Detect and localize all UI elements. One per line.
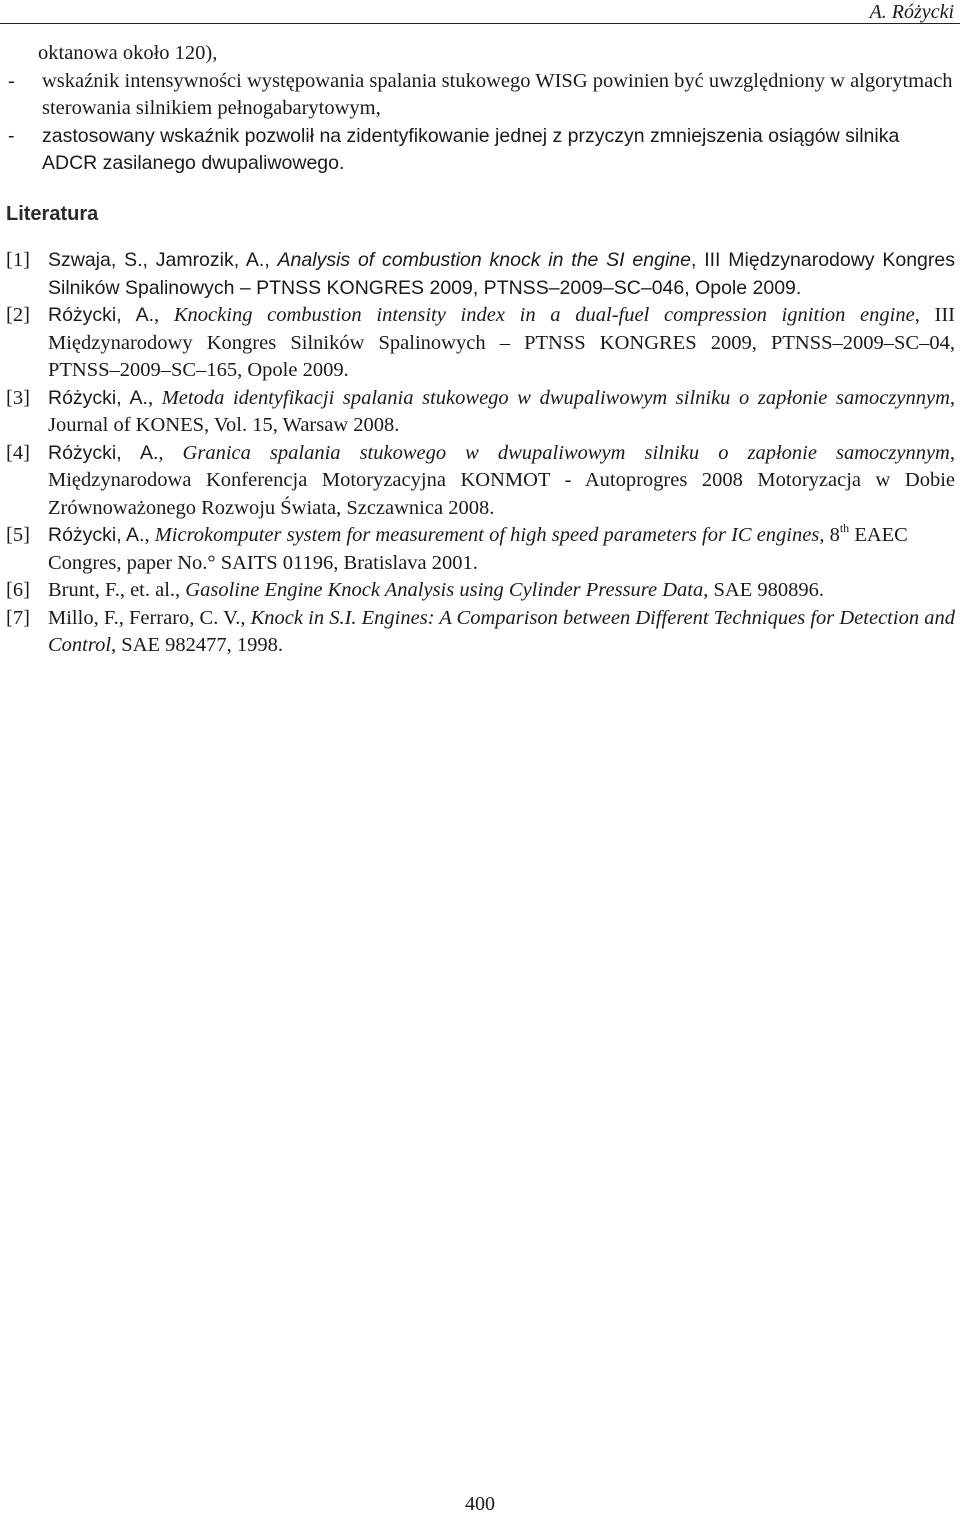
reference-number: [1]	[6, 249, 30, 271]
header-rule	[0, 23, 960, 24]
reference-details-start: , 8	[819, 524, 840, 546]
conclusion-item	[6, 123, 955, 178]
reference-number: [6]	[6, 579, 30, 601]
page-number: 400	[465, 1493, 495, 1515]
reference-title: Gasoline Engine Knock Analysis using Cylinder Pressure Data	[185, 579, 704, 601]
reference-number: [5]	[6, 524, 30, 546]
reference-authors: Różycki, A.	[48, 386, 148, 409]
reference-item	[6, 605, 955, 660]
reference-number: [4]	[6, 441, 30, 464]
reference-authors: Różycki, A.	[48, 441, 159, 464]
reference-number: [7]	[6, 606, 30, 629]
reference-details: , III Międzynarodowy Kongres Silników Spalinowych – PTNSS KONGRES 2009, PTNSS–2009–SC–04, PTNSS–2009–SC–165, Opole 2009.	[48, 304, 955, 381]
reference-title: Metoda identyfikacji spalania stukowego w dwupaliwowym silniku o zapłonie samoczynnym	[161, 386, 950, 409]
reference-details: , SAE 980896.	[703, 579, 824, 601]
reference-body	[48, 605, 955, 660]
reference-body	[48, 385, 955, 440]
reference-details: , III Międzynarodowy Kongres Silników Spalinowych – PTNSS KONGRES 2009, PTNSS–2009–SC–046, Opole 2009.	[48, 249, 955, 299]
list-dash: -	[8, 69, 15, 92]
reference-details-end: EAEC Congres, paper No.° SAITS 01196, Bratislava 2001.	[48, 524, 908, 574]
reference-authors: Brunt, F., et. al.	[48, 579, 176, 601]
reference-separator: ,	[175, 579, 186, 601]
conclusion-item-text: wskaźnik intensywności występowania spalania stukowego WISG powinien być uwzględniony w algorytmach sterowania silnikiem pełnogabarytowym,	[42, 69, 953, 119]
reference-title: Analysis of combustion knock in the SI engine	[277, 249, 691, 271]
reference-separator: ,	[158, 441, 183, 464]
reference-details: , Międzynarodowa Konferencja Motoryzacyjna KONMOT - Autoprogres 2008 Motoryzacja w Dobie Zrównoważonego Rozwoju Świata, Szczawnica 2008.	[48, 441, 955, 519]
reference-separator: ,	[264, 249, 278, 271]
reference-title: Granica spalania stukowego w dwupaliwowym silniku o zapłonie samoczynnym	[182, 441, 950, 464]
reference-separator: ,	[154, 304, 174, 326]
reference-body	[48, 577, 955, 605]
conclusion-item	[6, 68, 955, 123]
reference-item	[6, 522, 955, 577]
reference-item	[6, 577, 955, 605]
reference-authors: Millo, F., Ferraro, C. V.	[48, 606, 241, 629]
reference-authors: Różycki, A.	[48, 524, 145, 546]
reference-title: Knock in S.I. Engines: A Comparison between Different Techniques for Detection and Control	[48, 606, 955, 656]
reference-body	[48, 247, 955, 302]
conclusion-continued-line: oktanowa około 120),	[38, 42, 218, 64]
reference-body	[48, 522, 955, 577]
reference-title: Microkomputer system for measurement of high speed parameters for IC engines	[154, 524, 820, 546]
reference-body	[48, 440, 955, 523]
running-head: A. Różycki	[869, 1, 954, 23]
reference-item	[6, 247, 955, 302]
reference-details: , Journal of KONES, Vol. 15, Warsaw 2008.	[48, 386, 955, 436]
reference-body	[48, 302, 955, 385]
reference-item	[6, 440, 955, 523]
reference-details: , SAE 982477, 1998.	[111, 634, 284, 656]
reference-separator: ,	[147, 386, 162, 409]
reference-number: [3]	[6, 386, 30, 409]
reference-separator: ,	[144, 524, 155, 546]
reference-title: Knocking combustion intensity index in a dual-fuel compression ignition engine	[173, 304, 915, 326]
superscript: th	[839, 521, 850, 535]
conclusion-item-text: zastosowany wskaźnik pozwolił na zidentyfikowanie jednej z przyczyn zmniejszenia osiągów silnika ADCR zasilanego dwupaliwowego.	[42, 124, 900, 174]
section-heading-literature: Literatura	[6, 202, 99, 225]
reference-separator: ,	[240, 606, 251, 629]
reference-item	[6, 302, 955, 385]
list-dash: -	[8, 124, 15, 147]
reference-authors: Szwaja, S., Jamrozik, A.	[48, 249, 265, 271]
reference-authors: Różycki, A.	[48, 304, 155, 326]
page-body	[6, 40, 955, 660]
reference-item	[6, 385, 955, 440]
reference-number: [2]	[6, 304, 30, 326]
